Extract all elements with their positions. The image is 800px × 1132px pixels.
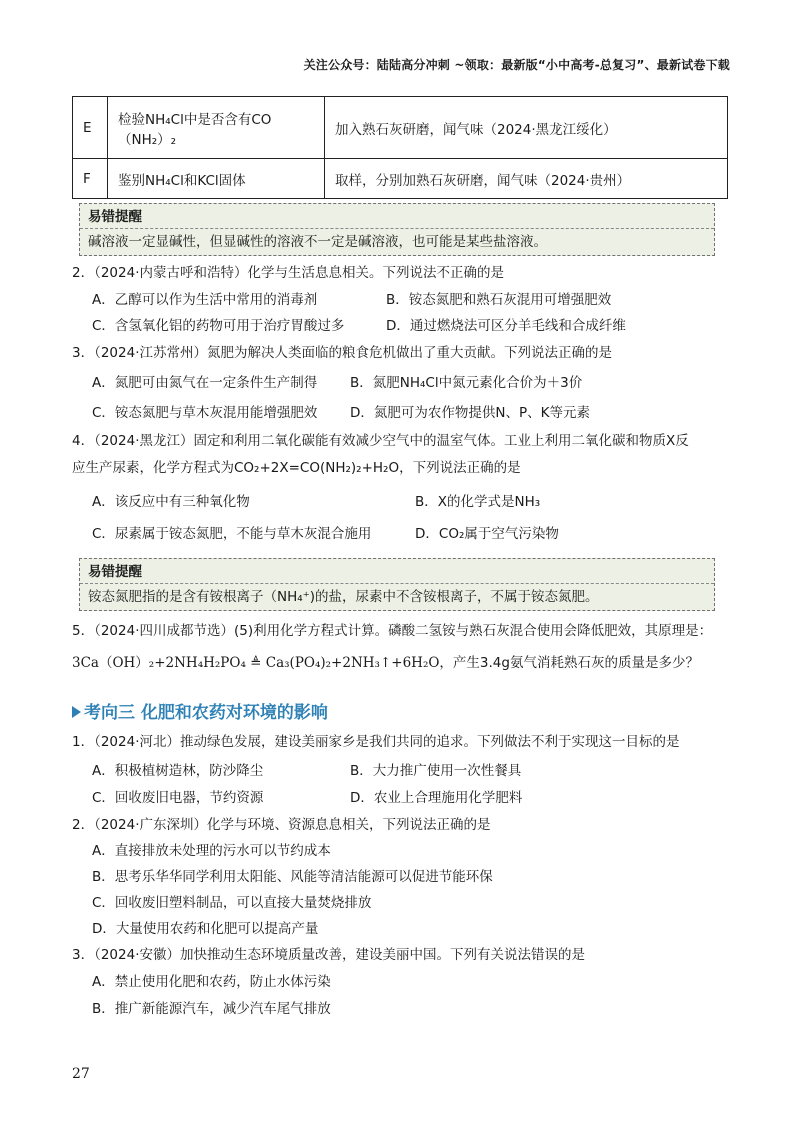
- option-c: C．回收废旧塑料制品，可以直接大量焚烧排放: [92, 895, 372, 911]
- option-c: C．含氢氧化铝的药物可用于治疗胃酸过多: [92, 318, 345, 334]
- error-tip-text: 铵态氮肥指的是含有铵根离子（NH₄⁺)的盐，尿素中不含铵根离子，不属于铵态氮肥。: [88, 589, 599, 605]
- error-tip-title: 易错提醒: [80, 559, 714, 584]
- error-tip-text: 碱溶液一定显碱性，但显碱性的溶液不一定是碱溶液，也可能是某些盐溶液。: [88, 234, 547, 250]
- error-tip-title: 易错提醒: [80, 204, 714, 229]
- triangle-bullet-icon: [72, 706, 81, 718]
- question-stem: 3．（2024·江苏常州）氮肥为解决人类面临的粮食危机做出了重大贡献。下列说法正确的是: [72, 345, 612, 361]
- option-a: A．该反应中有三种氧化物: [92, 494, 250, 510]
- option-c: C．铵态氮肥与草木灰混用能增强肥效: [92, 405, 318, 421]
- section-heading: [72, 698, 328, 723]
- option-b: B．大力推广使用一次性餐具: [350, 763, 522, 779]
- equation-text: 3Ca（OH）₂+2NH₄H₂PO₄ ≜ Ca₃(PO₄)₂+2NH₃↑+6H₂O: [72, 655, 440, 671]
- page-number: 27: [72, 1066, 90, 1082]
- question-stem: 3．（2024·安徽）加快推动生态环境质量改善，建设美丽中国。下列有关说法错误的是: [72, 947, 585, 963]
- question-stem: 2．（2024·广东深圳）化学与环境、资源息息相关，下列说法正确的是: [72, 817, 491, 833]
- option-d: D．大量使用农药和化肥可以提高产量: [92, 921, 319, 937]
- option-b: B．推广新能源汽车，减少汽车尾气排放: [92, 1001, 331, 1017]
- option-a: A．氮肥可由氮气在一定条件生产制得: [92, 375, 318, 391]
- options-table: [72, 96, 728, 199]
- error-tip-box: [79, 558, 715, 611]
- option-b: B．思考乐华华同学利用太阳能、风能等清洁能源可以促进节能环保: [92, 869, 493, 885]
- option-b: B．铵态氮肥和熟石灰混用可增强肥效: [386, 292, 612, 308]
- option-d: D．氮肥可为农作物提供N、P、K等元素: [350, 405, 590, 421]
- table-row: [73, 97, 728, 159]
- option-a: A．乙醇可以作为生活中常用的消毒剂: [92, 292, 318, 308]
- row-method: 加入熟石灰研磨，闻气味（2024·黑龙江绥化）: [325, 97, 728, 159]
- option-b: B．氮肥NH₄Cl中氮元素化合价为＋3价: [350, 375, 583, 391]
- option-a: A．直接排放未处理的污水可以节约成本: [92, 843, 331, 859]
- question-stem: 5．（2024·四川成都节选）(5)利用化学方程式计算。磷酸二氢铵与熟石灰混合使用会降低肥效，其原理是：: [72, 623, 713, 639]
- option-b: B．X的化学式是NH₃: [415, 494, 541, 510]
- table-row: [73, 159, 728, 199]
- row-item: 鉴别NH₄Cl和KCl固体: [108, 159, 325, 199]
- option-c: C．尿素属于铵态氮肥，不能与草木灰混合施用: [92, 526, 372, 542]
- option-c: C．回收废旧电器，节约资源: [92, 790, 264, 806]
- error-tip-box: [79, 203, 715, 256]
- row-letter: E: [73, 97, 108, 159]
- section-title: 考向三 化肥和农药对环境的影响: [84, 703, 328, 723]
- question-stem: 2．（2024·内蒙古呼和浩特）化学与生活息息相关。下列说法不正确的是: [72, 265, 504, 281]
- page-header: 关注公众号：陆陆高分冲刺 ~领取：最新版“小中高考-总复习”、最新试卷下载: [303, 58, 730, 72]
- question-stem: 1．（2024·河北）推动绿色发展，建设美丽家乡是我们共同的追求。下列做法不利于实现这一目标的是: [72, 734, 680, 750]
- option-d: D．通过燃烧法可区分羊毛线和合成纤维: [386, 318, 626, 334]
- row-letter: F: [73, 159, 108, 199]
- question-stem-continued: 应生产尿素，化学方程式为CO₂+2X=CO(NH₂)₂+H₂O，下列说法正确的是: [72, 460, 521, 476]
- option-a: A．禁止使用化肥和农药，防止水体污染: [92, 974, 331, 990]
- option-a: A．积极植树造林，防沙降尘: [92, 763, 264, 779]
- option-d: D．农业上合理施用化学肥料: [350, 790, 523, 806]
- chemical-equation: [72, 653, 699, 673]
- row-method: 取样，分别加熟石灰研磨，闻气味（2024·贵州）: [325, 159, 728, 199]
- row-item: 检验NH₄Cl中是否含有CO（NH₂）₂: [108, 97, 325, 159]
- option-d: D．CO₂属于空气污染物: [415, 526, 559, 542]
- question-stem: 4．（2024·黑龙江）固定和利用二氧化碳能有效减少空气中的温室气体。工业上利用二氧化碳和物质X反: [72, 433, 689, 449]
- question-stem-continued: ，产生3.4g氨气消耗熟石灰的质量是多少？: [439, 655, 699, 671]
